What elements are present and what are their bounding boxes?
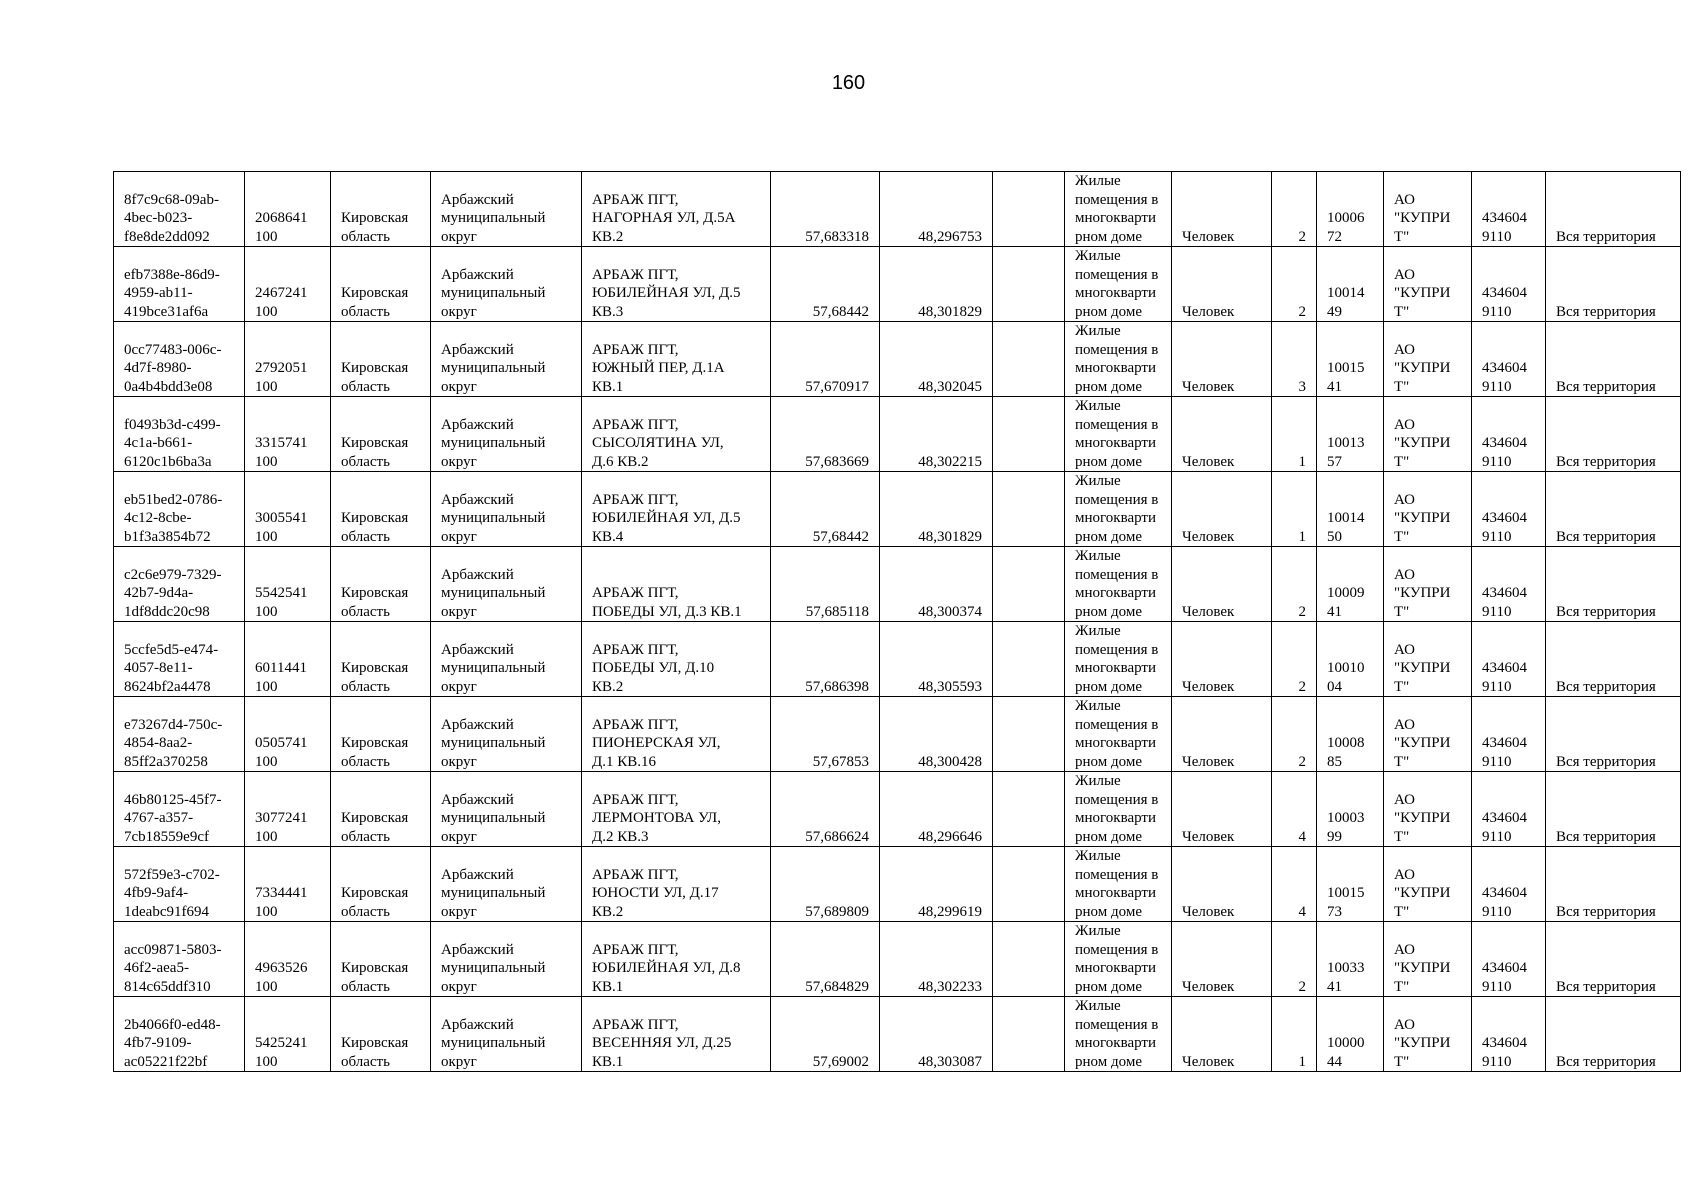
table-row xyxy=(114,772,1681,847)
cell-object-type: Жилые помещения в многокварти рном доме xyxy=(1065,847,1172,922)
cell-longitude: 48,296646 xyxy=(880,772,993,847)
cell-guid: f0493b3d-c499- 4c1a-b661- 6120c1b6ba3a xyxy=(114,397,245,472)
cell-count: 1 xyxy=(1272,472,1317,547)
cell-latitude: 57,683318 xyxy=(771,172,880,247)
cell-code: 2792051 100 xyxy=(245,322,331,397)
cell-district: Арбажский муниципальный округ xyxy=(431,997,582,1072)
cell-longitude: 48,301829 xyxy=(880,472,993,547)
cell-code: 3077241 100 xyxy=(245,772,331,847)
cell-empty xyxy=(993,697,1065,772)
cell-guid: c2c6e979-7329- 42b7-9d4a- 1df8ddc20c98 xyxy=(114,547,245,622)
cell-count: 3 xyxy=(1272,322,1317,397)
cell-empty xyxy=(993,322,1065,397)
cell-region: Кировская область xyxy=(331,247,431,322)
cell-territory: Вся территория xyxy=(1546,547,1681,622)
cell-code: 2467241 100 xyxy=(245,247,331,322)
cell-guid: 8f7c9c68-09ab- 4bec-b023- f8e8de2dd092 xyxy=(114,172,245,247)
cell-unit: Человек xyxy=(1172,247,1272,322)
cell-organization: АО "КУПРИ Т" xyxy=(1384,622,1472,697)
cell-guid: eb51bed2-0786- 4c12-8cbe- b1f3a3854b72 xyxy=(114,472,245,547)
cell-district: Арбажский муниципальный округ xyxy=(431,547,582,622)
cell-district: Арбажский муниципальный округ xyxy=(431,172,582,247)
cell-address: АРБАЖ ПГТ, НАГОРНАЯ УЛ, Д.5А КВ.2 xyxy=(582,172,771,247)
cell-guid: e73267d4-750c- 4854-8aa2- 85ff2a370258 xyxy=(114,697,245,772)
cell-empty xyxy=(993,847,1065,922)
cell-longitude: 48,305593 xyxy=(880,622,993,697)
cell-longitude: 48,300374 xyxy=(880,547,993,622)
cell-region: Кировская область xyxy=(331,847,431,922)
cell-empty xyxy=(993,472,1065,547)
cell-district: Арбажский муниципальный округ xyxy=(431,322,582,397)
cell-organization: АО "КУПРИ Т" xyxy=(1384,472,1472,547)
registry-table xyxy=(113,171,1681,1072)
cell-district: Арбажский муниципальный округ xyxy=(431,472,582,547)
cell-region: Кировская область xyxy=(331,622,431,697)
cell-inn: 434604 9110 xyxy=(1472,322,1546,397)
cell-longitude: 48,296753 xyxy=(880,172,993,247)
cell-address: АРБАЖ ПГТ, СЫСОЛЯТИНА УЛ, Д.6 КВ.2 xyxy=(582,397,771,472)
cell-inn: 434604 9110 xyxy=(1472,172,1546,247)
cell-territory: Вся территория xyxy=(1546,622,1681,697)
cell-empty xyxy=(993,922,1065,997)
cell-guid: 2b4066f0-ed48- 4fb7-9109- ac05221f22bf xyxy=(114,997,245,1072)
cell-guid: efb7388e-86d9- 4959-ab11- 419bce31af6a xyxy=(114,247,245,322)
cell-id: 10000 44 xyxy=(1317,997,1384,1072)
cell-territory: Вся территория xyxy=(1546,997,1681,1072)
cell-longitude: 48,302233 xyxy=(880,922,993,997)
cell-count: 1 xyxy=(1272,397,1317,472)
cell-territory: Вся территория xyxy=(1546,322,1681,397)
table-row xyxy=(114,547,1681,622)
cell-latitude: 57,686398 xyxy=(771,622,880,697)
cell-object-type: Жилые помещения в многокварти рном доме xyxy=(1065,772,1172,847)
table-row xyxy=(114,247,1681,322)
cell-guid: 5ccfe5d5-e474- 4057-8e11- 8624bf2a4478 xyxy=(114,622,245,697)
cell-guid: acc09871-5803- 46f2-aea5- 814c65ddf310 xyxy=(114,922,245,997)
cell-territory: Вся территория xyxy=(1546,397,1681,472)
cell-organization: АО "КУПРИ Т" xyxy=(1384,772,1472,847)
cell-code: 7334441 100 xyxy=(245,847,331,922)
cell-empty xyxy=(993,247,1065,322)
cell-longitude: 48,299619 xyxy=(880,847,993,922)
cell-latitude: 57,69002 xyxy=(771,997,880,1072)
cell-unit: Человек xyxy=(1172,847,1272,922)
cell-object-type: Жилые помещения в многокварти рном доме xyxy=(1065,322,1172,397)
cell-unit: Человек xyxy=(1172,997,1272,1072)
cell-count: 4 xyxy=(1272,772,1317,847)
cell-object-type: Жилые помещения в многокварти рном доме xyxy=(1065,172,1172,247)
cell-id: 10014 49 xyxy=(1317,247,1384,322)
cell-id: 10010 04 xyxy=(1317,622,1384,697)
cell-object-type: Жилые помещения в многокварти рном доме xyxy=(1065,997,1172,1072)
cell-count: 2 xyxy=(1272,622,1317,697)
cell-inn: 434604 9110 xyxy=(1472,997,1546,1072)
cell-inn: 434604 9110 xyxy=(1472,697,1546,772)
cell-id: 10033 41 xyxy=(1317,922,1384,997)
cell-inn: 434604 9110 xyxy=(1472,622,1546,697)
cell-id: 10014 50 xyxy=(1317,472,1384,547)
table-row xyxy=(114,397,1681,472)
table-row xyxy=(114,322,1681,397)
cell-organization: АО "КУПРИ Т" xyxy=(1384,922,1472,997)
cell-address: АРБАЖ ПГТ, ЮЖНЫЙ ПЕР, Д.1А КВ.1 xyxy=(582,322,771,397)
cell-latitude: 57,68442 xyxy=(771,247,880,322)
cell-object-type: Жилые помещения в многокварти рном доме xyxy=(1065,472,1172,547)
cell-region: Кировская область xyxy=(331,697,431,772)
cell-id: 10015 73 xyxy=(1317,847,1384,922)
cell-unit: Человек xyxy=(1172,397,1272,472)
cell-organization: АО "КУПРИ Т" xyxy=(1384,847,1472,922)
cell-longitude: 48,300428 xyxy=(880,697,993,772)
cell-id: 10013 57 xyxy=(1317,397,1384,472)
cell-id: 10003 99 xyxy=(1317,772,1384,847)
cell-district: Арбажский муниципальный округ xyxy=(431,247,582,322)
table-row xyxy=(114,172,1681,247)
cell-count: 4 xyxy=(1272,847,1317,922)
cell-territory: Вся территория xyxy=(1546,772,1681,847)
cell-object-type: Жилые помещения в многокварти рном доме xyxy=(1065,697,1172,772)
cell-latitude: 57,670917 xyxy=(771,322,880,397)
cell-object-type: Жилые помещения в многокварти рном доме xyxy=(1065,547,1172,622)
cell-code: 3005541 100 xyxy=(245,472,331,547)
cell-organization: АО "КУПРИ Т" xyxy=(1384,547,1472,622)
cell-unit: Человек xyxy=(1172,922,1272,997)
cell-territory: Вся территория xyxy=(1546,847,1681,922)
cell-unit: Человек xyxy=(1172,772,1272,847)
cell-latitude: 57,68442 xyxy=(771,472,880,547)
cell-unit: Человек xyxy=(1172,322,1272,397)
cell-region: Кировская область xyxy=(331,997,431,1072)
cell-count: 2 xyxy=(1272,697,1317,772)
cell-empty xyxy=(993,547,1065,622)
cell-id: 10009 41 xyxy=(1317,547,1384,622)
cell-code: 5425241 100 xyxy=(245,997,331,1072)
cell-region: Кировская область xyxy=(331,397,431,472)
cell-territory: Вся территория xyxy=(1546,697,1681,772)
cell-empty xyxy=(993,772,1065,847)
cell-code: 0505741 100 xyxy=(245,697,331,772)
cell-region: Кировская область xyxy=(331,922,431,997)
cell-code: 3315741 100 xyxy=(245,397,331,472)
cell-organization: АО "КУПРИ Т" xyxy=(1384,322,1472,397)
cell-object-type: Жилые помещения в многокварти рном доме xyxy=(1065,247,1172,322)
cell-id: 10008 85 xyxy=(1317,697,1384,772)
cell-count: 2 xyxy=(1272,172,1317,247)
table-row xyxy=(114,922,1681,997)
cell-inn: 434604 9110 xyxy=(1472,772,1546,847)
cell-count: 1 xyxy=(1272,997,1317,1072)
cell-organization: АО "КУПРИ Т" xyxy=(1384,247,1472,322)
cell-object-type: Жилые помещения в многокварти рном доме xyxy=(1065,922,1172,997)
cell-address: АРБАЖ ПГТ, ЮНОСТИ УЛ, Д.17 КВ.2 xyxy=(582,847,771,922)
cell-longitude: 48,302215 xyxy=(880,397,993,472)
cell-unit: Человек xyxy=(1172,172,1272,247)
cell-organization: АО "КУПРИ Т" xyxy=(1384,697,1472,772)
cell-inn: 434604 9110 xyxy=(1472,472,1546,547)
table-row xyxy=(114,622,1681,697)
cell-district: Арбажский муниципальный округ xyxy=(431,622,582,697)
cell-inn: 434604 9110 xyxy=(1472,547,1546,622)
cell-code: 6011441 100 xyxy=(245,622,331,697)
table-row xyxy=(114,997,1681,1072)
cell-guid: 572f59e3-c702- 4fb9-9af4- 1deabc91f694 xyxy=(114,847,245,922)
cell-territory: Вся территория xyxy=(1546,472,1681,547)
cell-district: Арбажский муниципальный округ xyxy=(431,397,582,472)
cell-territory: Вся территория xyxy=(1546,922,1681,997)
cell-empty xyxy=(993,622,1065,697)
cell-organization: АО "КУПРИ Т" xyxy=(1384,397,1472,472)
cell-code: 4963526 100 xyxy=(245,922,331,997)
cell-region: Кировская область xyxy=(331,772,431,847)
cell-address: АРБАЖ ПГТ, ПИОНЕРСКАЯ УЛ, Д.1 КВ.16 xyxy=(582,697,771,772)
cell-code: 2068641 100 xyxy=(245,172,331,247)
cell-territory: Вся территория xyxy=(1546,247,1681,322)
cell-unit: Человек xyxy=(1172,472,1272,547)
cell-region: Кировская область xyxy=(331,547,431,622)
cell-region: Кировская область xyxy=(331,322,431,397)
cell-latitude: 57,683669 xyxy=(771,397,880,472)
cell-address: АРБАЖ ПГТ, ЮБИЛЕЙНАЯ УЛ, Д.5 КВ.4 xyxy=(582,472,771,547)
cell-latitude: 57,689809 xyxy=(771,847,880,922)
cell-inn: 434604 9110 xyxy=(1472,247,1546,322)
cell-inn: 434604 9110 xyxy=(1472,397,1546,472)
cell-organization: АО "КУПРИ Т" xyxy=(1384,172,1472,247)
table-row xyxy=(114,472,1681,547)
cell-latitude: 57,67853 xyxy=(771,697,880,772)
cell-territory: Вся территория xyxy=(1546,172,1681,247)
cell-longitude: 48,302045 xyxy=(880,322,993,397)
cell-code: 5542541 100 xyxy=(245,547,331,622)
cell-id: 10015 41 xyxy=(1317,322,1384,397)
cell-unit: Человек xyxy=(1172,622,1272,697)
cell-latitude: 57,684829 xyxy=(771,922,880,997)
cell-empty xyxy=(993,997,1065,1072)
cell-district: Арбажский муниципальный округ xyxy=(431,772,582,847)
registry-table-body xyxy=(114,172,1681,1072)
cell-longitude: 48,301829 xyxy=(880,247,993,322)
cell-object-type: Жилые помещения в многокварти рном доме xyxy=(1065,397,1172,472)
cell-id: 10006 72 xyxy=(1317,172,1384,247)
table-row xyxy=(114,847,1681,922)
cell-region: Кировская область xyxy=(331,472,431,547)
cell-empty xyxy=(993,172,1065,247)
cell-latitude: 57,686624 xyxy=(771,772,880,847)
cell-count: 2 xyxy=(1272,247,1317,322)
cell-guid: 0cc77483-006c- 4d7f-8980- 0a4b4bdd3e08 xyxy=(114,322,245,397)
cell-unit: Человек xyxy=(1172,547,1272,622)
table-row xyxy=(114,697,1681,772)
cell-guid: 46b80125-45f7- 4767-a357- 7cb18559e9cf xyxy=(114,772,245,847)
cell-address: АРБАЖ ПГТ, ПОБЕДЫ УЛ, Д.10 КВ.2 xyxy=(582,622,771,697)
cell-address: АРБАЖ ПГТ, ВЕСЕННЯЯ УЛ, Д.25 КВ.1 xyxy=(582,997,771,1072)
cell-district: Арбажский муниципальный округ xyxy=(431,847,582,922)
cell-count: 2 xyxy=(1272,547,1317,622)
cell-latitude: 57,685118 xyxy=(771,547,880,622)
cell-count: 2 xyxy=(1272,922,1317,997)
cell-address: АРБАЖ ПГТ, ЮБИЛЕЙНАЯ УЛ, Д.5 КВ.3 xyxy=(582,247,771,322)
cell-district: Арбажский муниципальный округ xyxy=(431,697,582,772)
cell-longitude: 48,303087 xyxy=(880,997,993,1072)
cell-address: АРБАЖ ПГТ, ЛЕРМОНТОВА УЛ, Д.2 КВ.3 xyxy=(582,772,771,847)
cell-empty xyxy=(993,397,1065,472)
cell-inn: 434604 9110 xyxy=(1472,847,1546,922)
cell-address: АРБАЖ ПГТ, ПОБЕДЫ УЛ, Д.3 КВ.1 xyxy=(582,547,771,622)
cell-inn: 434604 9110 xyxy=(1472,922,1546,997)
cell-district: Арбажский муниципальный округ xyxy=(431,922,582,997)
cell-organization: АО "КУПРИ Т" xyxy=(1384,997,1472,1072)
cell-object-type: Жилые помещения в многокварти рном доме xyxy=(1065,622,1172,697)
cell-unit: Человек xyxy=(1172,697,1272,772)
page-number: 160 xyxy=(831,72,866,94)
cell-region: Кировская область xyxy=(331,172,431,247)
cell-address: АРБАЖ ПГТ, ЮБИЛЕЙНАЯ УЛ, Д.8 КВ.1 xyxy=(582,922,771,997)
